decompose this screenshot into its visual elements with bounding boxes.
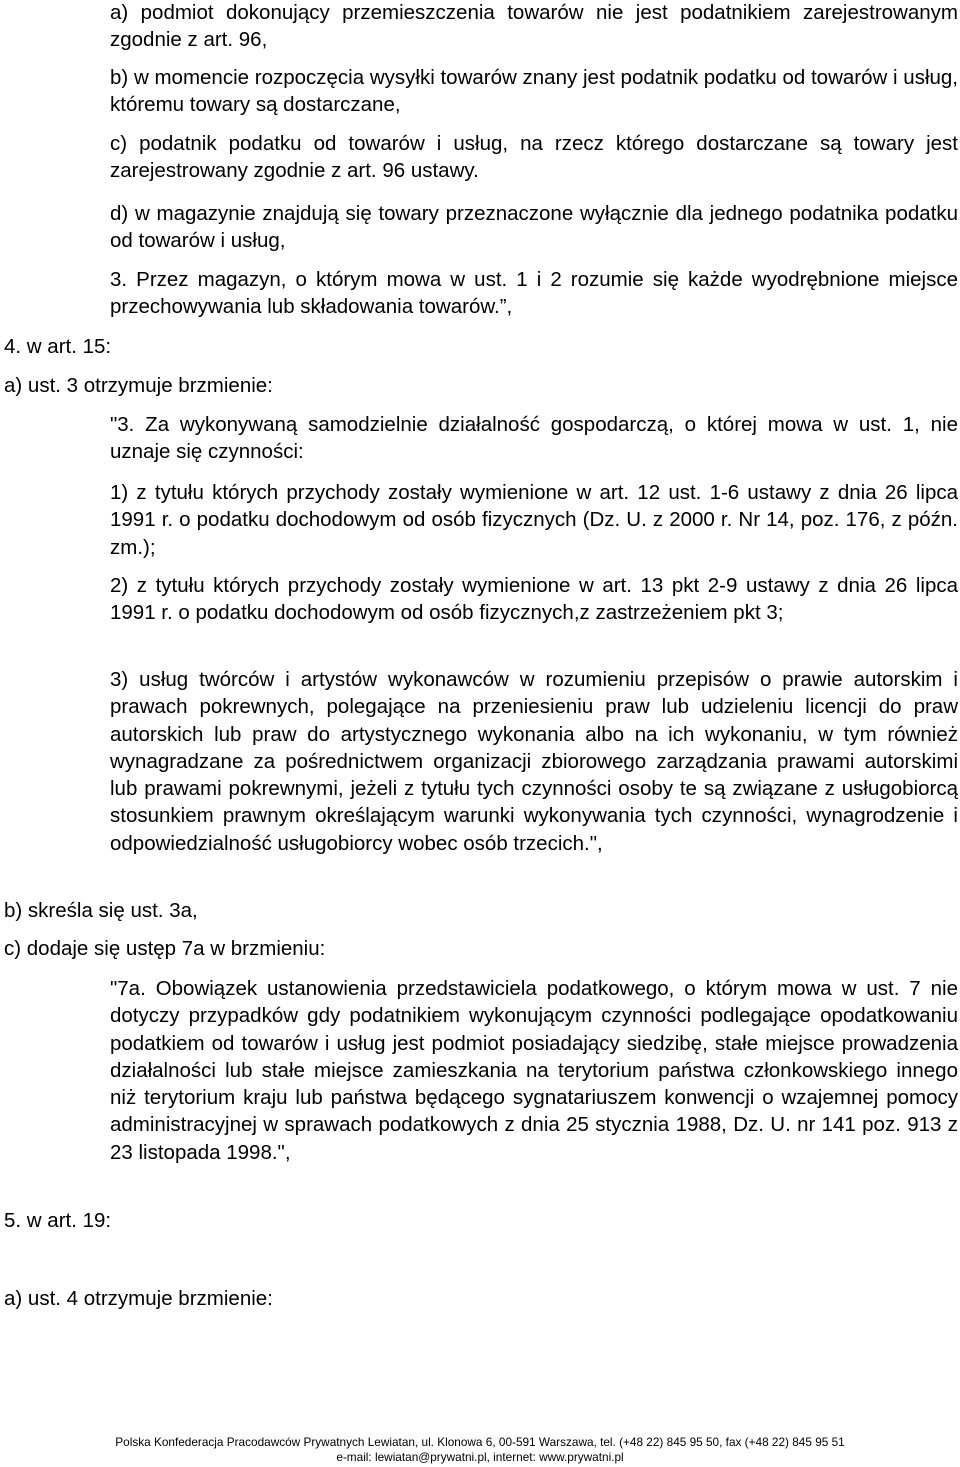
- paragraph-a-podmiot: a) podmiot dokonujący przemieszczenia towarów nie jest podatnikiem zarejestrowanym zgodnie z art. 96,: [110, 1, 958, 52]
- ust-7a-text: "7a. Obowiązek ustanowienia przedstawiciela podatkowego, o którym mowa w ust. 7 nie dotyczy przypadków gdy podatnikiem wykonującym czynności podlegające opodatkowaniu podatkiem od towarów i usług jest podmiot posiadający siedzibę, stałe miejsce prowadzenia działalności lub stałe miejsce zamieszkania na terytorium państwa członkowskiego innego niż terytorium kraju lub państwa będącego sygnatariuszem konwencji o wzajemnej pomocy administracyjnej w sprawach podatkowych z dnia 25 stycznia 1988, Dz. U. nr 141 poz. 913 z 23 listopada 1998.",: [110, 977, 958, 1164]
- paragraph-3-przez-magazyn: 3. Przez magazyn, o którym mowa w ust. 1 i 2 rozumie się każde wyodrębnione miejsce przechowywania lub składowania towarów.”,: [110, 268, 958, 319]
- list-item-1: 1) z tytułu których przychody zostały wymienione w art. 12 ust. 1-6 ustawy z dnia 26 lipca 1991 r. o podatku dochodowym od osób fizycznych (Dz. U. z 2000 r. Nr 14, poz. 176, z późn. zm.);: [110, 481, 958, 559]
- ust-3-text: "3. Za wykonywaną samodzielnie działalność gospodarczą, o której mowa w ust. 1, nie uznaje się czynności:: [110, 413, 958, 464]
- footer-contact: e-mail: lewiatan@prywatni.pl, internet: www.prywatni.pl: [336, 1450, 624, 1464]
- list-item-3: 3) usług twórców i artystów wykonawców w rozumieniu przepisów o prawie autorskim i prawach pokrewnych, polegające na przeniesieniu praw lub udzieleniu licencji do praw autorskich lub praw do artystycznego wykonania albo na ich wykonaniu, w tym również wynagradzane za pośrednictwem organizacji zbiorowego zarządzania prawami autorskimi lub prawami pokrewnymi, jeżeli z tytułu tych czynności osoby te są związane z usługobiorcą stosunkiem prawnym określającym warunki wykonywania tych czynności, wynagrodzenie i odpowiedzialność usługobiorcy wobec osób trzecich.",: [110, 668, 958, 855]
- heading-art-19: 5. w art. 19:: [4, 1209, 112, 1232]
- heading-art-15: 4. w art. 15:: [4, 335, 112, 358]
- paragraph-b-moment: b) w momencie rozpoczęcia wysyłki towarów znany jest podatnik podatku od towarów i usług, któremu towary są dostarczane,: [110, 66, 958, 117]
- ust-3-intro: a) ust. 3 otrzymuje brzmienie:: [4, 374, 273, 397]
- list-item-2: 2) z tytułu których przychody zostały wymienione w art. 13 pkt 2-9 ustawy z dnia 26 lipca 1991 r. o podatku dochodowym od osób fizycznych,z zastrzeżeniem pkt 3;: [110, 574, 958, 625]
- paragraph-c-dodaje: c) dodaje się ustęp 7a w brzmieniu:: [4, 937, 326, 960]
- paragraph-d-magazyn: d) w magazynie znajdują się towary przeznaczone wyłącznie dla jednego podatnika podatku od towarów i usług,: [110, 202, 958, 253]
- paragraph-b-skresla: b) skreśla się ust. 3a,: [4, 899, 198, 922]
- footer-address: Polska Konfederacja Pracodawców Prywatnych Lewiatan, ul. Klonowa 6, 00-591 Warszawa, tel. (+48 22) 845 95 50, fax (+48 22) 845 95 51: [115, 1435, 845, 1449]
- ust-4-intro: a) ust. 4 otrzymuje brzmienie:: [4, 1287, 273, 1310]
- paragraph-c-podatnik: c) podatnik podatku od towarów i usług, na rzecz którego dostarczane są towary jest zarejestrowany zgodnie z art. 96 ustawy.: [110, 132, 958, 183]
